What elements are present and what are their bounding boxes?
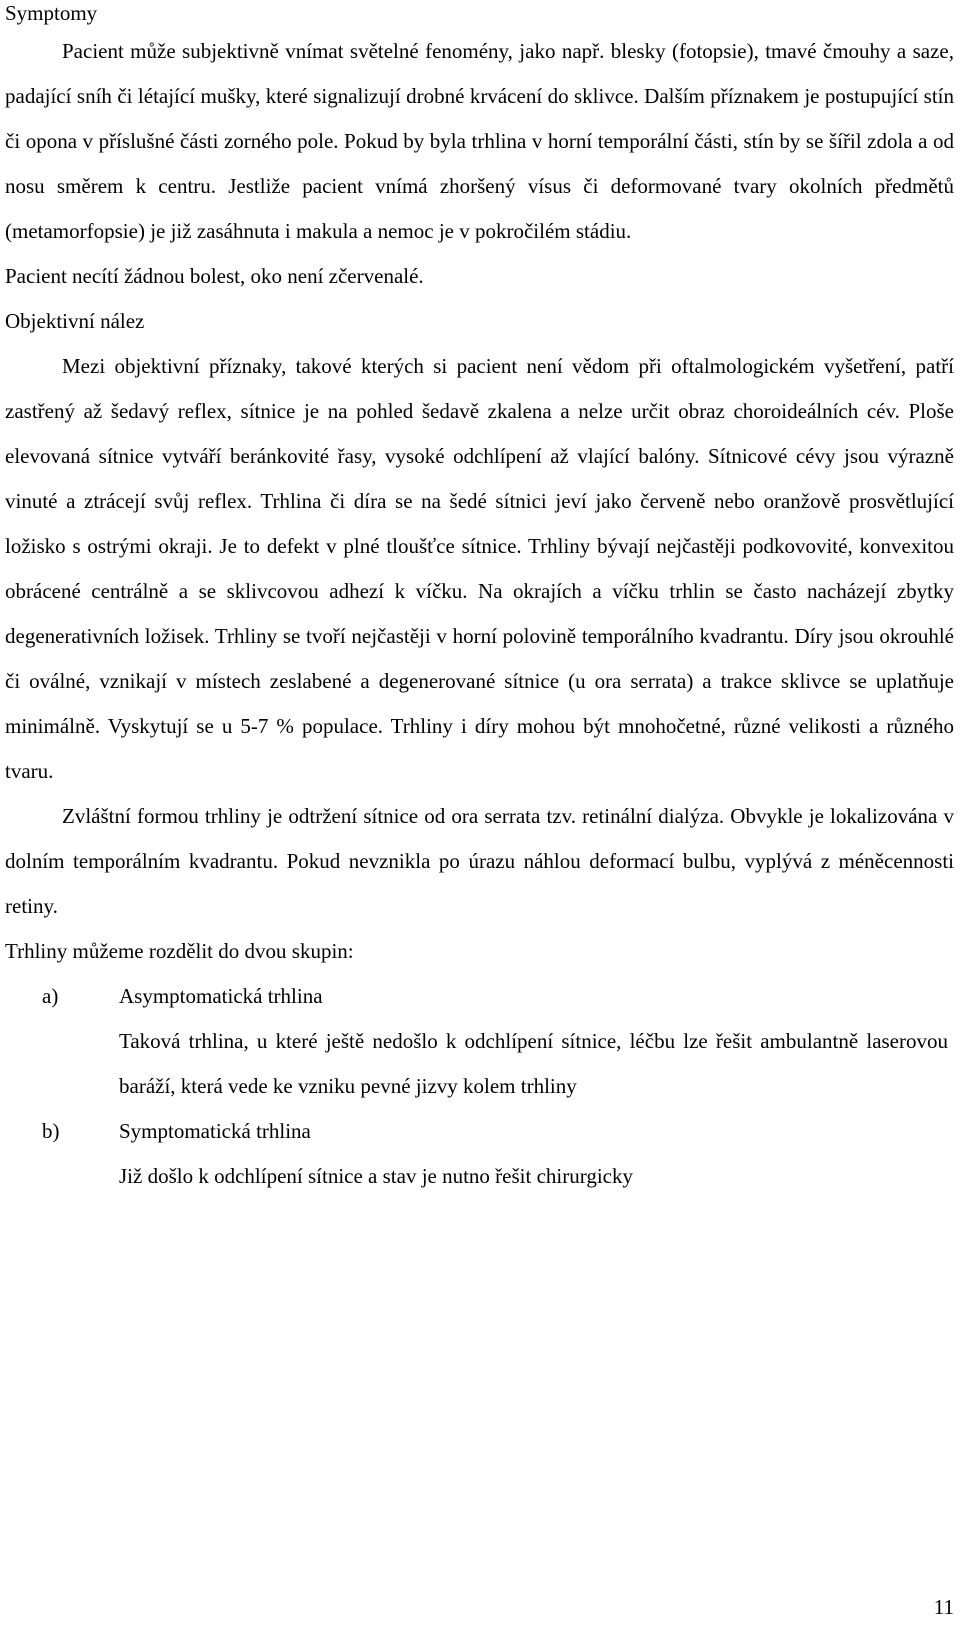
list-item-title: Asymptomatická trhlina <box>119 984 323 1008</box>
list-body <box>119 1109 954 1199</box>
page-number: 11 <box>933 1595 954 1619</box>
list-item <box>5 1109 954 1199</box>
objective-heading: Objektivní nález <box>5 309 145 333</box>
list-marker: b) <box>42 1119 60 1143</box>
list-marker: a) <box>42 984 59 1008</box>
list-item <box>5 974 954 1109</box>
document-page <box>5 0 954 1199</box>
symptoms-paragraph: Pacient může subjektivně vnímat světelné fenomény, jako např. blesky (fotopsie), tmavé čmouhy a saze, padající sníh či létající mušky, které signalizují drobné krvácení do sklivce. Dalším příznakem je postupující stín či opona v příslušné části zorného pole. Pokud by byla trhlina v horní temporální části, stín by se šířil zdola a od nosu směrem k centru. Jestliže pacient vnímá zhoršený vísus či deformované tvary okolních předmětů (metamorfopsie) je již zasáhnuta i makula a nemoc je v pokročilém stádiu. <box>5 39 954 243</box>
list-item-text: Taková trhlina, u které ještě nedošlo k odchlípení sítnice, léčbu lze řešit ambulantně laserovou baráží, která vede ke vzniku pevné jizvy kolem trhliny <box>119 1029 948 1098</box>
objective-paragraph: Mezi objektivní příznaky, takové kterých si pacient není vědom při oftalmologickém vyšetření, patří zastřený až šedavý reflex, sítnice je na pohled šedavě zkalena a nelze určit obraz choroideálních cév. Ploše elevovaná sítnice vytváří beránkovité řasy, vysoké odchlípení až vlající balóny. Sítnicové cévy jsou výrazně vinuté a ztrácejí svůj reflex. Trhlina či díra se na šedé sítnici jeví jako červeně nebo oranžově prosvětlující ložisko s ostrými okraji. Je to defekt v plné tloušťce sítnice. Trhliny bývají nejčastěji podkovovité, konvexitou obrácené centrálně a se sklivcovou adhezí k víčku. Na okrajích a víčku trhlin se často nacházejí zbytky degenerativních ložisek. Trhliny se tvoří nejčastěji v horní polovině temporálního kvadrantu. Díry jsou okrouhlé či oválné, vznikají v místech zeslabené a degenerované sítnice (u ora serrata) a trakce sklivce se uplatňuje minimálně. Vyskytují se u 5-7 % populace. Trhliny i díry mohou být mnohočetné, různé velikosti a různého tvaru. <box>5 354 954 783</box>
list-item-title: Symptomatická trhlina <box>119 1119 311 1143</box>
list-item-text: Již došlo k odchlípení sítnice a stav je nutno řešit chirurgicky <box>119 1164 634 1188</box>
list-body <box>119 974 954 1109</box>
symptoms-pain-sentence: Pacient necítí žádnou bolest, oko není zčervenalé. <box>5 264 424 288</box>
symptoms-heading: Symptomy <box>5 1 98 25</box>
dialysis-paragraph: Zvláštní formou trhliny je odtržení sítnice od ora serrata tzv. retinální dialýza. Obvykle je lokalizována v dolním temporálním kvadrantu. Pokud nevznikla po úrazu náhlou deformací bulbu, vyplývá z méněcennosti retiny. <box>5 804 954 918</box>
breaks-list <box>5 974 954 1199</box>
groups-intro: Trhliny můžeme rozdělit do dvou skupin: <box>5 939 354 963</box>
